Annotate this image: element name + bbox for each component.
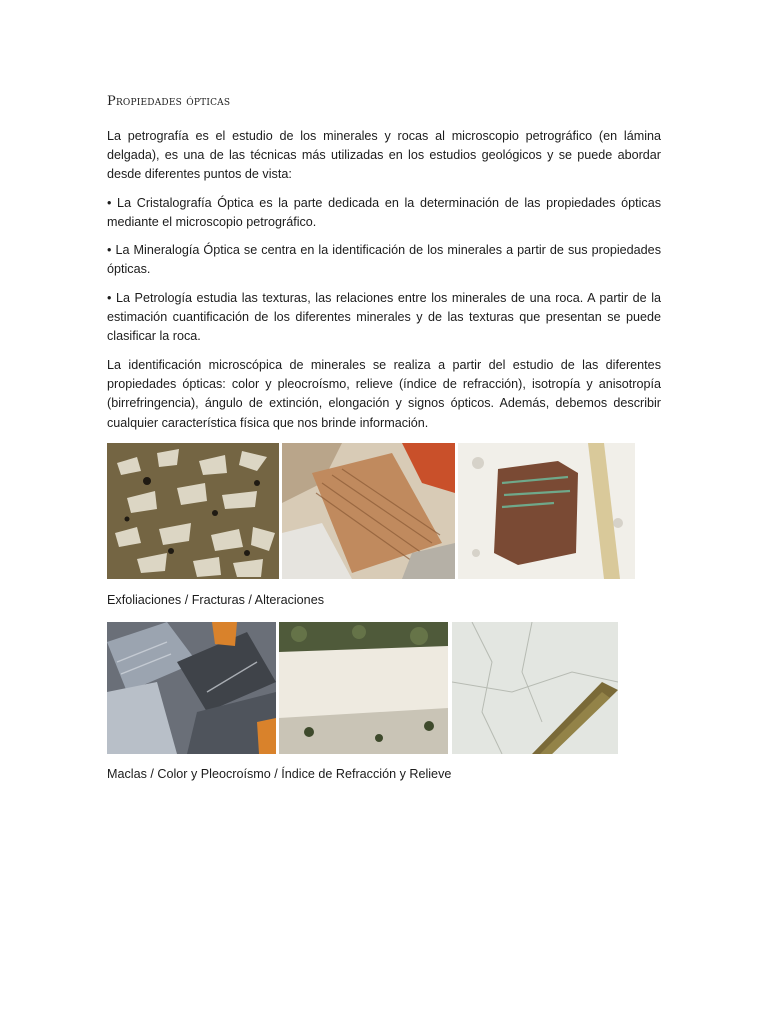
micrograph-alterations [458,443,635,579]
micrograph-cleavage [107,443,279,579]
micrograph-row-cleavage [107,443,635,579]
intro-paragraph: La petrografía es el estudio de los minerales y rocas al microscopio petrográfico (en lámina delgada), es una de las técnicas más utilizadas en los estudios geológicos y se puede abordar desde diferentes puntos de vista: [107,129,661,182]
caption-row-2: Maclas / Color y Pleocroísmo / Índice de Refracción y Relieve [107,767,452,781]
micrograph-relief [452,622,618,754]
micrograph-pleochroism [279,622,448,754]
section-title: Propiedades ópticas [107,94,231,109]
micrograph-fractures [282,443,455,579]
identification-paragraph: La identificación microscópica de minerales se realiza a partir del estudio de las diferentes propiedades ópticas: color y pleocroísmo, relieve (índice de refracción), isotropía y anisotropía (birrefringencia), ángulo de extinción, elongación y signos ópticos. Además, debemos describir cualquier característica física que nos brinde información. [107,358,661,430]
micrograph-twinning [107,622,276,754]
caption-row-1: Exfoliaciones / Fracturas / Alteraciones [107,593,324,607]
bullet-mineralogy: • La Mineralogía Óptica se centra en la identificación de los minerales a partir de sus propiedades ópticas. [107,243,661,277]
bullet-crystallography: • La Cristalografía Óptica es la parte dedicada en la determinación de las propiedades ópticas mediante el microscopio petrográfico. [107,196,661,230]
bullet-petrology: • La Petrología estudia las texturas, las relaciones entre los minerales de una roca. A partir de la estimación cuantificación de los diferentes minerales y de las texturas que presentan se puede clasificar la roca. [107,291,661,344]
micrograph-row-twinning [107,622,618,754]
